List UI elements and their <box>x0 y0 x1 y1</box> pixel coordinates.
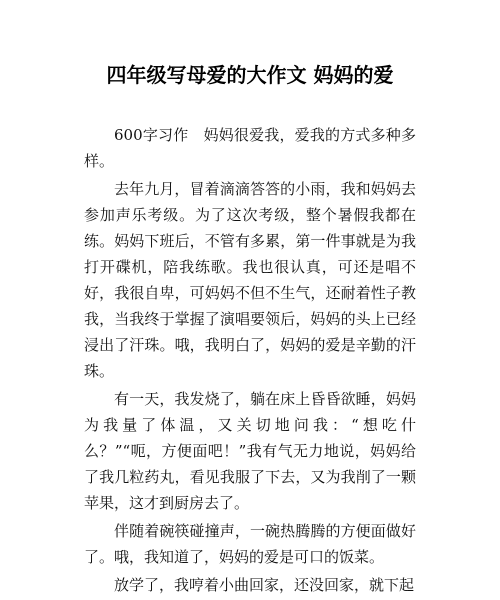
paragraph-intro: 600字习作 妈妈很爱我，爱我的方式多种多样。 <box>84 126 416 170</box>
paragraph-fever: 有一天，我发烧了，躺在床上昏昏欲睡，妈妈为我量了体温，又关切地问我：“想吃什么？”“呃，方便面吧！”我有气无力地说，妈妈给了我几粒药丸，看见我服了下去，又为我削了一颗苹果，这才到厨房去了。 <box>84 390 416 512</box>
article-body <box>84 122 416 600</box>
paragraph-after-school: 放学了，我哼着小曲回家，还没回家，就下起 <box>114 576 415 594</box>
paragraph-singing-exam: 去年九月，冒着滴滴答答的小雨，我和妈妈去参加声乐考级。为了这次考级，整个暑假我都在练。妈妈下班后，不管有多累，第一件事就是为我打开碟机，陪我练歌。我也很认真，可还是唱不好，我很自卑，可妈妈不但不生气，还耐着性子教我，当我终于掌握了演唱要领后，妈妈的头上已经浸出了汗珠。哦，我明白了，妈妈的爱是辛勤的汗珠。 <box>84 180 416 380</box>
paragraph-noodles: 伴随着碗筷碰撞声，一碗热腾腾的方便面做好了。哦，我知道了，妈妈的爱是可口的饭菜。 <box>84 522 416 566</box>
article-title: 四年级写母爱的大作文 妈妈的爱 <box>106 63 394 87</box>
